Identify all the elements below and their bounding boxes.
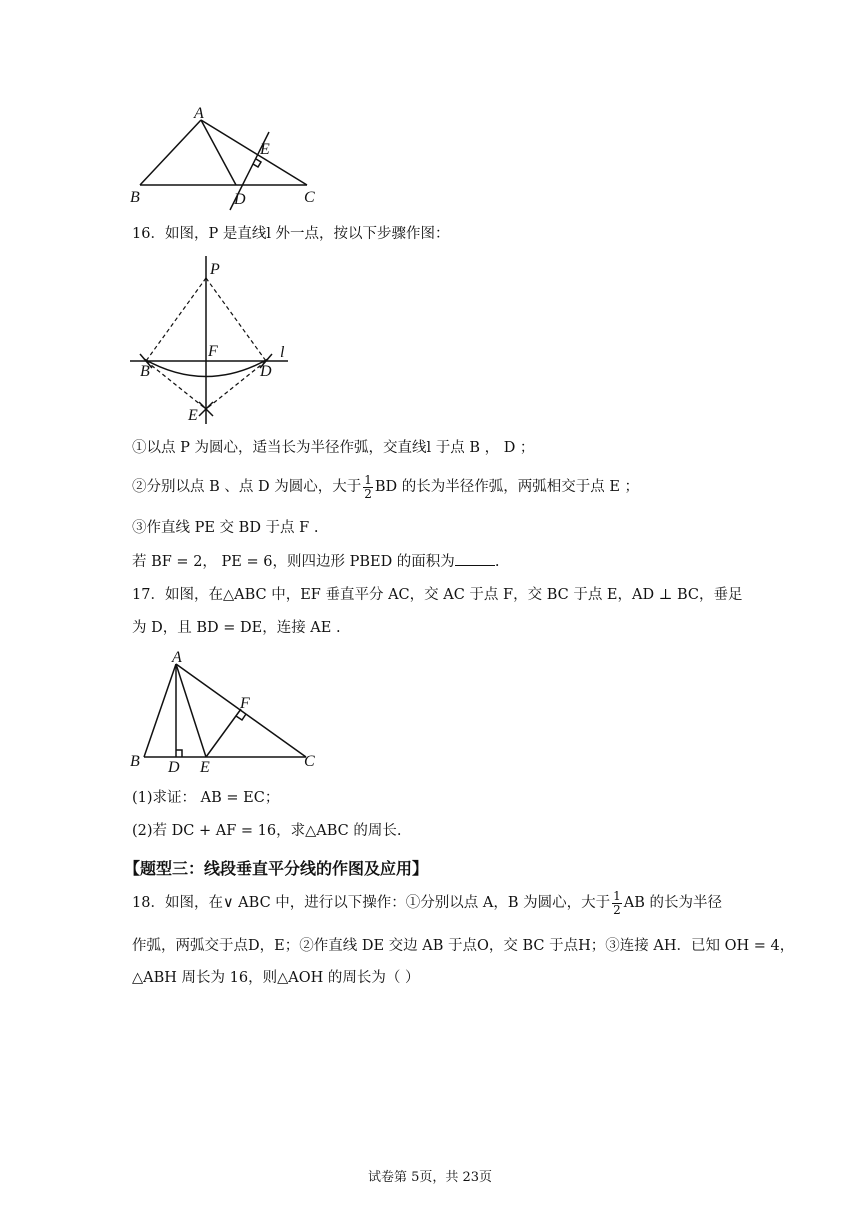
label-l: l <box>280 344 285 361</box>
label-B: B <box>140 363 150 380</box>
q16-question <box>132 551 499 572</box>
fraction-numerator: 1 <box>613 888 621 903</box>
label-D: D <box>168 759 180 776</box>
q18-line2: 作弧，两弧交于点D，E；②作直线 DE 交边 AB 于点O，交 BC 于点H；③连接 AH．已知 OH = 4， <box>132 938 795 954</box>
fraction-numerator: 1 <box>364 472 372 487</box>
label-E: E <box>200 759 210 776</box>
answer-blank[interactable] <box>455 551 495 566</box>
label-B: B <box>130 189 140 206</box>
q16-question-post: . <box>494 554 500 570</box>
section-heading: 【题型三：线段垂直平分线的作图及应用】 <box>124 859 429 878</box>
q18-line1 <box>132 888 722 918</box>
label-P: P <box>210 261 220 278</box>
fraction-denominator: 2 <box>613 902 621 917</box>
label-E: E <box>188 407 198 424</box>
figure-q16-construction <box>126 254 306 426</box>
q16-question-pre: 若 BF = 2， PE = 6，则四边形 PBED 的面积为 <box>132 554 455 570</box>
fraction-denominator: 2 <box>364 486 372 501</box>
label-F: F <box>240 695 250 712</box>
q18-line1-post: AB 的长为半径 <box>623 895 723 911</box>
page-footer: 试卷第 5页，共 23页 <box>367 1170 493 1185</box>
q18-line3: △ABH 周长为 16，则△AOH 的周长为（ ） <box>132 970 420 986</box>
q17-part1: (1)求证： AB = EC； <box>132 790 280 806</box>
q17-line1: 17．如图，在△ABC 中，EF 垂直平分 AC，交 AC 于点 F，交 BC 于点 E，AD ⊥ BC，垂足 <box>132 587 743 603</box>
q16-step2-pre: ②分别以点 B 、点 D 为圆心，大于 <box>132 479 362 495</box>
label-D: D <box>260 363 272 380</box>
label-F: F <box>208 343 218 360</box>
figure-q17-triangle <box>126 644 326 776</box>
label-E: E <box>260 141 270 158</box>
label-C: C <box>304 189 315 206</box>
label-A: A <box>194 105 204 122</box>
q16-step2 <box>132 472 639 502</box>
figure-q15-triangle <box>126 104 326 214</box>
q18-line1-pre: 18．如图，在∨ ABC 中，进行以下操作：①分别以点 A，B 为圆心，大于 <box>132 895 611 911</box>
label-B: B <box>130 753 140 770</box>
label-C: C <box>304 753 315 770</box>
q16-step2-post: BD 的长为半径作弧，两弧相交于点 E ； <box>374 479 640 495</box>
q16-intro: 16．如图，P 是直线l 外一点，按以下步骤作图： <box>132 226 450 242</box>
fraction-one-half <box>363 474 373 501</box>
q17-part2: (2)若 DC + AF = 16，求△ABC 的周长. <box>132 823 402 839</box>
label-A: A <box>172 649 182 666</box>
label-D: D <box>234 191 246 208</box>
q17-line2: 为 D，且 BD = DE，连接 AE . <box>132 620 341 636</box>
q16-step1: ①以点 P 为圆心，适当长为半径作弧，交直线l 于点 B ， D ； <box>132 440 535 456</box>
q16-step3: ③作直线 PE 交 BD 于点 F . <box>132 520 319 536</box>
fraction-one-half <box>612 890 622 917</box>
